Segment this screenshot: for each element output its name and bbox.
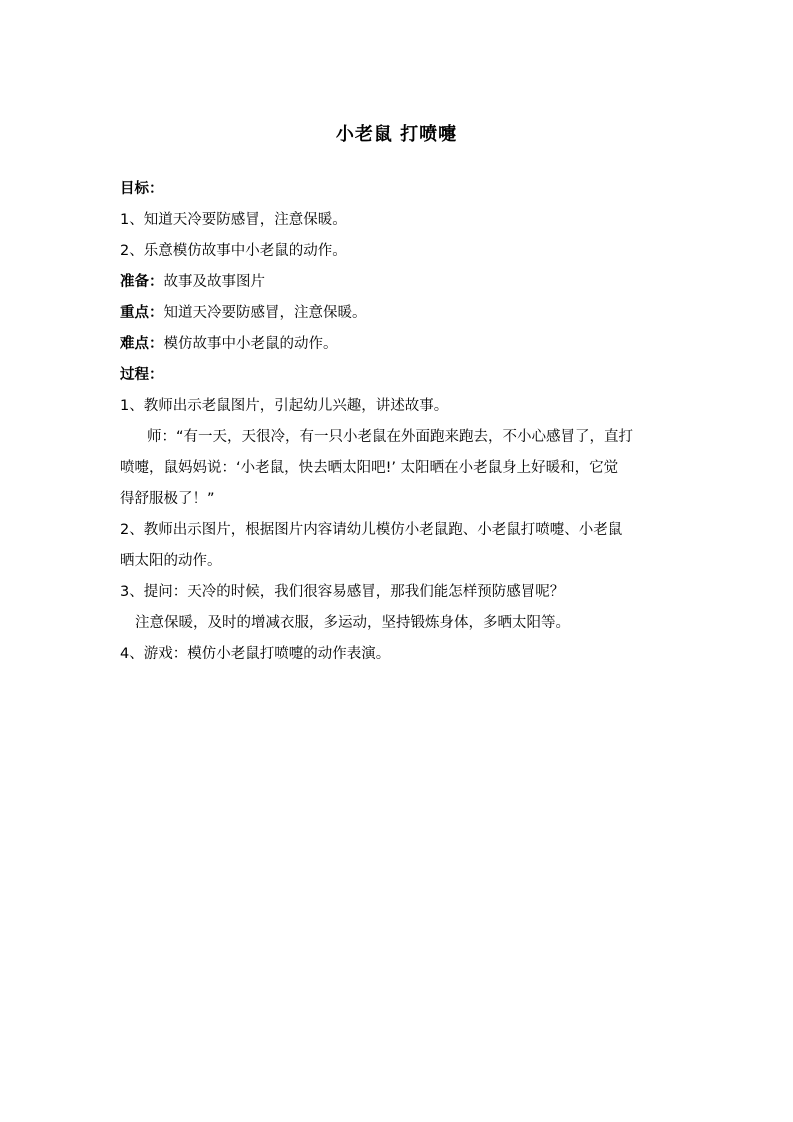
story-line-2: 喷嚏，鼠妈妈说：‘小老鼠，快去晒太阳吧!’ 太阳晒在小老鼠身上好暖和，它觉 bbox=[120, 460, 619, 476]
story-line-1: 师：“有一天，天很冷，有一只小老鼠在外面跑来跑去，不小心感冒了，直打 bbox=[147, 429, 634, 445]
difficulty-label: 难点： bbox=[120, 336, 164, 352]
goal-heading: 目标： bbox=[120, 181, 164, 197]
document-body bbox=[120, 174, 680, 670]
goal-item-2: 2、乐意模仿故事中小老鼠的动作。 bbox=[120, 243, 347, 259]
process-step-2-line-1: 2、教师出示图片，根据图片内容请幼儿模仿小老鼠跑、小老鼠打喷嚏、小老鼠 bbox=[120, 522, 623, 538]
story-line-3: 得舒服极了！” bbox=[120, 491, 215, 507]
process-step-4: 4、游戏：模仿小老鼠打喷嚏的动作表演。 bbox=[120, 646, 391, 662]
difficulty-text: 模仿故事中小老鼠的动作。 bbox=[163, 336, 338, 352]
prep-section bbox=[120, 267, 680, 298]
prep-text: 故事及故事图片 bbox=[163, 274, 265, 290]
key-point-section bbox=[120, 298, 680, 329]
prep-label: 准备： bbox=[120, 274, 164, 290]
process-heading: 过程： bbox=[120, 367, 164, 383]
process-step-2-line-2: 晒太阳的动作。 bbox=[120, 553, 222, 569]
key-point-text: 知道天冷要防感冒，注意保暖。 bbox=[163, 305, 367, 321]
difficulty-section bbox=[120, 329, 680, 360]
process-step-3-answer: 注意保暖，及时的增减衣服，多运动，坚持锻炼身体，多晒太阳等。 bbox=[135, 615, 570, 631]
process-step-3: 3、提问：天冷的时候，我们很容易感冒，那我们能怎样预防感冒呢？ bbox=[120, 584, 565, 600]
key-point-label: 重点： bbox=[120, 305, 164, 321]
process-step-1: 1、教师出示老鼠图片，引起幼儿兴趣，讲述故事。 bbox=[120, 398, 449, 414]
document-title: 小老鼠 打喷嚏 bbox=[335, 124, 458, 145]
goal-item-1: 1、知道天冷要防感冒，注意保暖。 bbox=[120, 212, 347, 228]
